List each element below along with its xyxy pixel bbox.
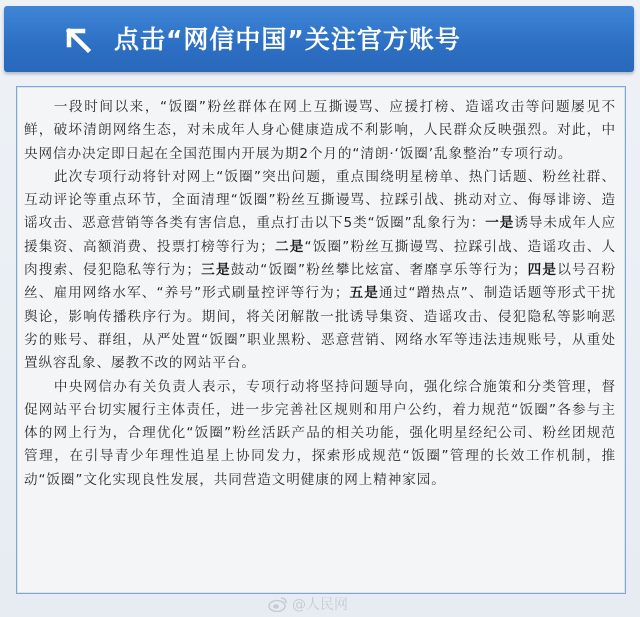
- paragraph-2-intro: 此次专项行动将针对网上“饭圈”突出问题，重点围绕明星榜单、热门话题、粉丝社群、互动评论等重点环节，全面清理“饭圈”粉丝互撕谩骂、拉踩引战、挑动对立、侮辱诽谤、造谣攻击、恶意营销等各类有害信息，重点打击以下5类“饭圈”乱象行为：: [24, 168, 616, 232]
- item-4: 以号召粉丝、雇用网络水军、“养号”形式刷量控评等行为；: [24, 262, 616, 302]
- banner-title: 点击“网信中国”关注官方账号: [114, 25, 461, 54]
- article-body: [24, 96, 616, 492]
- paragraph-1: 一段时间以来，“饭圈”粉丝群体在网上互撕谩骂、应援打榜、造谣攻击等问题屡见不鲜，破坏清朗网络生态，对未成年人身心健康造成不利影响，人民群众反映强烈。对此，中央网信办决定即日起在全国范围内开展为期2个月的“清朗·‘饭圈’乱象整治”专项行动。: [24, 99, 616, 162]
- weibo-icon: [268, 596, 288, 612]
- paragraph-2: [24, 166, 616, 376]
- keyword-1: 一是: [485, 215, 515, 232]
- item-5: 通过“蹭热点”、制造话题等形式干扰舆论，影响传播秩序行为。期间，将关闭解散一批诱导集资、造谣攻击、侵犯隐私等影响恶劣的账号、群组，从严处置“饭圈”职业黑粉、恶意营销、网络水军等违法违规账号，从重处置纵容乱象、屡教不改的网站平台。: [24, 285, 616, 372]
- arrow-up-left-icon: [64, 26, 92, 54]
- watermark: [268, 594, 348, 614]
- keyword-5: 五是: [349, 285, 380, 302]
- item-3: 鼓动“饭圈”粉丝攀比炫富、奢靡享乐等行为；: [230, 262, 528, 279]
- keyword-2: 二是: [274, 238, 305, 255]
- item-2: “饭圈”粉丝互撕谩骂、拉踩引战、造谣攻击、人肉搜索、侵犯隐私等行为；: [24, 238, 616, 279]
- item-1: 诱导未成年人应援集资、高额消费、投票打榜等行为；: [24, 215, 616, 255]
- keyword-4: 四是: [527, 262, 558, 279]
- keyword-3: 三是: [200, 262, 231, 279]
- watermark-text: @人民网: [292, 597, 348, 613]
- follow-banner[interactable]: [4, 6, 634, 72]
- paragraph-3: 中央网信办有关负责人表示，专项行动将坚持问题导向，强化综合施策和分类管理，督促网站平台切实履行主体责任，进一步完善社区规则和用户公约，着力规范“饭圈”各参与主体的网上行为，合理优化“饭圈”粉丝活跃产品的相关功能，强化明星经纪公司、粉丝团规范管理，在引导青少年理性追星上协同发力，探索形成规范“饭圈”管理的长效工作机制，推动“饭圈”文化实现良性发展，共同营造文明健康的网上精神家园。: [24, 378, 616, 488]
